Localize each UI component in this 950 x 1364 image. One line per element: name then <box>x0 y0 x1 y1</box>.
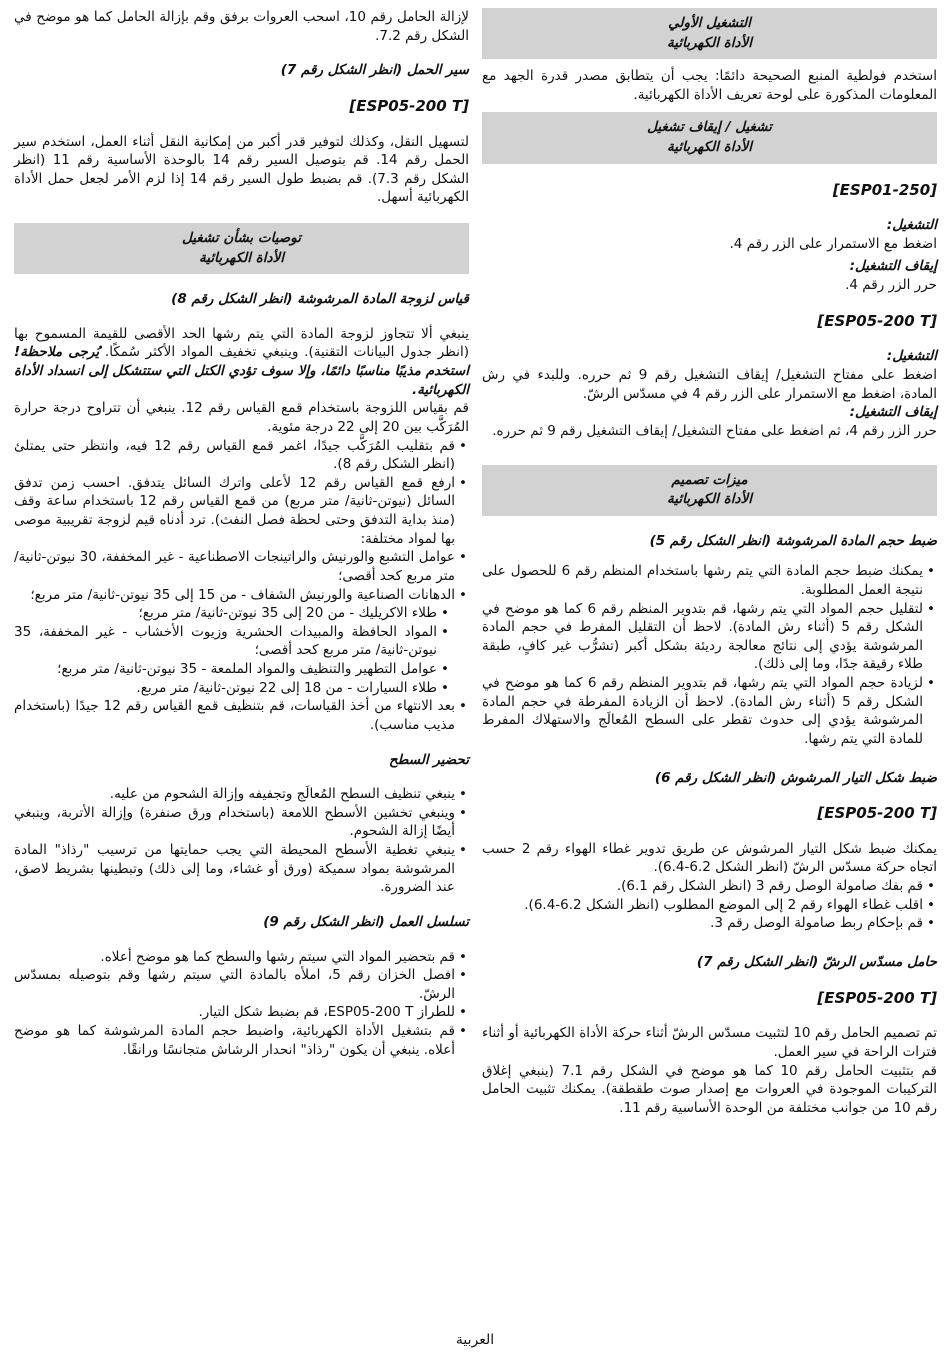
on-text: اضغط على مفتاح التشغيل/ إيقاف التشغيل رقم 9 ثم حرره. وللبدء في رش المادة، اضغط مع الاستمرار على الزر رقم 4 في مسدّس الرشّ. <box>482 367 937 402</box>
section-box-design-features: ميزات تصميم الأداة الكهربائية <box>482 465 937 516</box>
section-heading: سير الحمل (انظر الشكل رقم 7) <box>280 62 469 79</box>
belt-paragraph: لتسهيل النقل، وكذلك لتوفير قدر أكبر من إمكانية النقل أثناء العمل، استخدم سير الحمل رقم 14. قم بتوصيل السير رقم 14 بالوحدة الأساسية رقم 11 (انظر الشكل رقم 7.3). قم بضبط طول السير رقم 14 إذا لزم الأمر لجعل حمل الأداة الكهربائية أسهل. <box>14 133 469 206</box>
voltage-paragraph: استخدم فولطية المنبع الصحيحة دائمًا: يجب أن يتطابق مصدر قدرة الجهد مع المعلومات المذكورة على لوحة تعريف الأداة الكهربائية. <box>482 68 937 103</box>
sequence-list <box>14 948 469 1060</box>
list-item: • طلاء السيارات - من 18 إلى 22 نيوتن-ثانية/ متر مربع. <box>14 679 437 698</box>
list-item: • وينبغي تخشين الأسطح اللامعة (باستخدام ورق صنفرة) وإزالة الأتربة، وينبغي أيضًا إزالة الشحوم. <box>14 804 455 841</box>
section-box-on-off: تشغيل / إيقاف تشغيل الأداة الكهربائية <box>482 112 937 163</box>
section-heading: تسلسل العمل (انظر الشكل رقم 9) <box>263 913 469 930</box>
list-item: • ينبغي تغطية الأسطح المحيطة التي يجب حمايتها من ترسيب "رذاذ" المادة المرشوشة بمواد سميكة (ورق أو غشاء، وما إلى ذلك) وتبطينها بشريط لاصق، عند الضرورة. <box>14 841 455 897</box>
list-item: • المواد الحافظة والمبيدات الحشرية وزيوت الأخشاب - غير المخففة، 35 نيوتن-ثانية/ متر مربع كحد أقصى؛ <box>14 623 437 660</box>
model-label: [ESP05-200 T] <box>817 804 937 823</box>
list-item: • بعد الانتهاء من أخذ القياسات، قم بتنظيف قمع القياس رقم 12 جيدًا (باستخدام مذيب مناسب). <box>14 697 455 734</box>
volume-list <box>482 562 937 748</box>
off-text: حرر الزر رقم 4. <box>845 277 937 294</box>
viscosity-values <box>14 548 469 697</box>
model-label: [ESP05-200 T] <box>349 96 469 115</box>
list-item: • عوامل التطهير والتنظيف والمواد الملمعة - 35 نيوتن-ثانية/ متر مربع؛ <box>14 660 437 679</box>
surface-list <box>14 785 469 897</box>
list-item: • الدهانات الصناعية والورنيش الشفاف - من 15 إلى 35 نيوتن-ثانية/ متر مربع؛ <box>14 586 455 605</box>
list-item: • قم بتشغيل الأداة الكهربائية، واضبط حجم المادة المرشوشة كما هو موضح أعلاه. ينبغي أن يكون "رذاذ" انحدار الرشاش متجانسًا ورانقًا. <box>14 1022 455 1059</box>
warning-note: يُرجى ملاحظة! استخدم مذيبًا مناسبًا دائمًا، وإلا سوف تؤدي الكتل التي ستتشكل إلى انسداد الأداة الكهربائية. <box>14 344 469 398</box>
list-item: • قم بإحكام ربط صامولة الوصل رقم 3. <box>482 914 923 933</box>
section-heading: تحضير السطح <box>388 751 469 768</box>
right-column <box>482 8 937 1117</box>
on-label: التشغيل: <box>886 348 937 365</box>
viscosity-paragraph: قم بقياس اللزوجة باستخدام قمع القياس رقم 12. ينبغي أن تتراوح درجة حرارة المُرَكَّب بين 20 إلى 22 درجة مئوية. <box>14 400 469 435</box>
holder-paragraph: تم تصميم الحامل رقم 10 لتثبيت مسدّس الرشّ أثناء حركة الأداة الكهربائية أو أثناء فترات الراحة في سير العمل. <box>482 1025 937 1060</box>
list-item: • طلاء الاكريليك - من 20 إلى 35 نيوتن-ثانية/ متر مربع؛ <box>14 604 437 623</box>
list-item: • للطراز ESP05-200 T، قم بضبط شكل التيار. <box>14 1003 455 1022</box>
list-item: • لتقليل حجم المواد التي يتم رشها، قم بتدوير المنظم رقم 6 كما هو موضح في الشكل رقم 5 (أثناء رش المادة). لاحظ أن التقليل المفرط في حجم المادة المرشوشة يؤدي إلى نتائج معالجة رديئة بشكل أكبر (تشرُّب غير كافٍ، طبقة طلاء رقيقة جدًا، وما إلى ذلك). <box>482 600 923 675</box>
section-box-initial-start: التشغيل الأولي الأداة الكهربائية <box>482 8 937 59</box>
section-heading: قياس لزوجة المادة المرشوشة (انظر الشكل رقم 8) <box>171 291 469 308</box>
holder-remove-paragraph: لإزالة الحامل رقم 10، اسحب العروات برفق وقم بإزالة الحامل كما هو موضح في الشكل رقم 7.2. <box>14 9 469 44</box>
left-column <box>14 8 469 1059</box>
list-item: • لزيادة حجم المواد التي يتم رشها، قم بتدوير المنظم رقم 6 كما هو موضح في الشكل رقم 5 (أثناء رش المادة). لاحظ أن الزيادة المفرطة في حجم المادة المرشوشة يؤدي إلى حدوث تقطر على السطح المُعالَج والاستهلاك المفرط للمادة التي يتم رشها. <box>482 674 923 749</box>
list-item: • قم بتقليب المُرَكَّب جيدًا، اغمر قمع القياس رقم 12 فيه، وانتظر حتى يمتلئ (انظر الشكل رقم 8). <box>14 437 455 474</box>
list-item: • ارفع قمع القياس رقم 12 لأعلى واترك السائل يتدفق. احسب زمن تدفق السائل (نيوتن-ثانية/ متر مربع) من قمع القياس رقم 12 باستخدام ساعة وقف (منذ بداية التدفق وحتى لحظة فصل النفث). ترد أدناه قيم لزوجة تقريبية موصى بها لمواد مختلفة: <box>14 474 455 549</box>
model-label: [ESP05-200 T] <box>817 311 937 330</box>
shape-paragraph: يمكنك ضبط شكل التيار المرشوش عن طريق تدوير غطاء الهواء رقم 2 حسب اتجاه حركة مسدّس الرشّ (انظر الشكل 6.2-6.4). <box>482 840 938 876</box>
list-item: • يمكنك ضبط حجم المادة التي يتم رشها باستخدام المنظم رقم 6 للحصول على نتيجة العمل المطلوبة. <box>482 562 923 599</box>
off-label: إيقاف التشغيل: <box>849 258 937 275</box>
viscosity-paragraph: ينبغي ألا تتجاوز لزوجة المادة التي يتم رشها الحد الأقصى للقيمة المسموح بها (انظر جدول البيانات التقنية). وينبغي تخفيف المواد الأكثر سُمكًا. يُرجى ملاحظة! استخدم مذيبًا مناسبًا دائمًا، وإلا سوف تؤدي الكتل التي ستتشكل إلى انسداد الأداة الكهربائية. <box>14 325 470 398</box>
shape-list <box>482 877 937 933</box>
section-heading: ضبط حجم المادة المرشوشة (انظر الشكل رقم 5) <box>649 532 937 549</box>
section-heading: ضبط شكل التيار المرشوش (انظر الشكل رقم 6) <box>654 769 937 786</box>
model-label: [ESP05-200 T] <box>817 988 937 1007</box>
section-heading: حامل مسدّس الرشّ (انظر الشكل رقم 7) <box>696 953 937 970</box>
list-item: • قم بفك صامولة الوصل رقم 3 (انظر الشكل رقم 6.1). <box>482 877 923 896</box>
off-label: إيقاف التشغيل: <box>849 404 937 421</box>
list-item: • ينبغي تنظيف السطح المُعالَج وتجفيفه وإزالة الشحوم من عليه. <box>14 785 455 804</box>
holder-paragraph: قم بتثبيت الحامل رقم 10 كما هو موضح في الشكل رقم 7.1 (ينبغي إغلاق التركيبات الموجودة في العروات مع إصدار صوت طقطقة). يمكنك تثبيت الحامل رقم 10 من جوانب مختلفة من الوحدة الأساسية رقم 11. <box>482 1062 938 1116</box>
model-label: [ESP01-250] <box>832 180 937 199</box>
list-item: • قم بتحضير المواد التي سيتم رشها والسطح كما هو موضح أعلاه. <box>14 948 455 967</box>
list-item: • افصل الخزان رقم 5، املأه بالمادة التي سيتم رشها وقم بتوصيله بمسدّس الرشّ. <box>14 966 455 1003</box>
viscosity-clean <box>14 697 469 734</box>
on-text: اضغط مع الاستمرار على الزر رقم 4. <box>729 235 937 252</box>
section-box-recommendations: توصيات بشأن تشغيل الأداة الكهربائية <box>14 223 469 274</box>
page-footer-language: العربية <box>455 1331 495 1348</box>
list-item: • اقلب غطاء الهواء رقم 2 إلى الموضع المطلوب (انظر الشكل 6.2-6.4). <box>482 896 923 915</box>
viscosity-steps <box>14 437 469 549</box>
off-text: حرر الزر رقم 4، ثم اضغط على مفتاح التشغيل/ إيقاف التشغيل رقم 9 ثم حرره. <box>492 422 937 439</box>
on-label: التشغيل: <box>886 217 937 234</box>
list-item: • عوامل التشبع والورنيش والراتينجات الاصطناعية - غير المخففة، 30 نيوتن-ثانية/ متر مربع كحد أقصى؛ <box>14 548 455 585</box>
